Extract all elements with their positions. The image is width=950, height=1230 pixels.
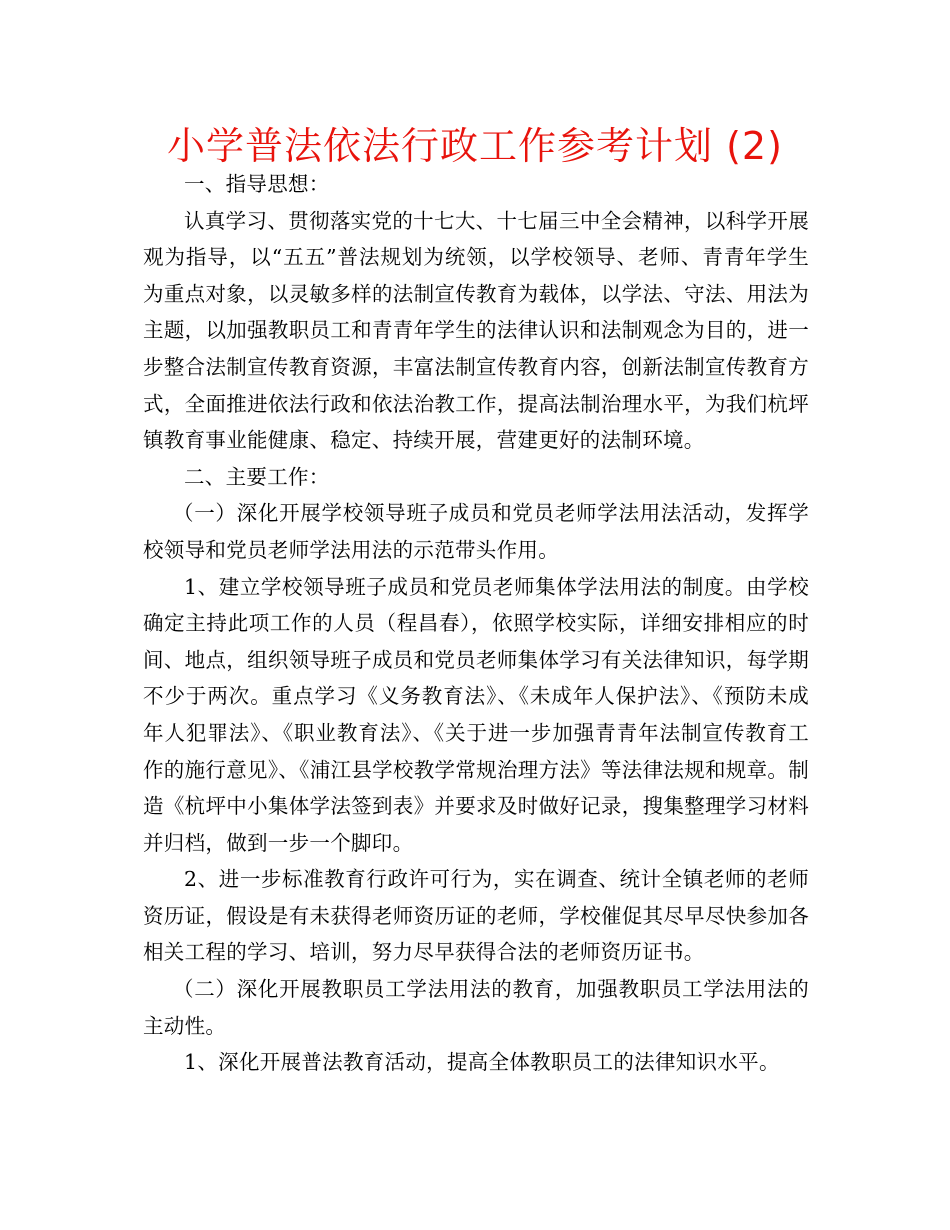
paragraph-item-1-1: 1、建立学校领导班子成员和党员老师集体学法用法的制度。由学校确定主持此项工作的人员（程昌春），依照学校实际，详细安排相应的时间、地点，组织领导班子成员和党员老师集体学习有关法律知识，每学期不少于两次。重点学习《义务教育法》、《未成年人保护法》、《预防未成年人犯罪法》、《职业教育法》、《关于进一步加强青青年法制宣传教育工作的施行意见》、《浦江县学校教学常规治理方法》等法律法规和规章。制造《杭坪中小集体学法签到表》并要求及时做好记录，搜集整理学习材料并归档，做到一步一个脚印。 (143, 574, 809, 855)
paragraph-guiding-thought: 认真学习、贯彻落实党的十七大、十七届三中全会精神，以科学开展观为指导，以“五五”普法规划为统领，以学校领导、老师、青青年学生为重点对象，以灵敏多样的法制宣传教育为载体，以学法、守法、用法为主题，以加强教职员工和青青年学生的法律认识和法制观念为目的，进一步整合法制宣传教育资源，丰富法制宣传教育内容，创新法制宣传教育方式，全面推进依法行政和依法治教工作，提高法制治理水平，为我们杭坪镇教育事业能健康、稳定、持续开展，营建更好的法制环境。 (143, 208, 809, 453)
paragraph-subsection-1: （一）深化开展学校领导班子成员和党员老师学法用法活动，发挥学校领导和党员老师学法用法的示范带头作用。 (143, 501, 809, 562)
paragraph-item-1-2: 2、进一步标准教育行政许可行为，实在调查、统计全镇老师的老师资历证，假设是有未获得老师资历证的老师，学校催促其尽早尽快参加各相关工程的学习、培训，努力尽早获得合法的老师资历证书。 (143, 867, 809, 965)
paragraph-subsection-2: （二）深化开展教职员工学法用法的教育，加强教职员工学法用法的主动性。 (143, 977, 809, 1038)
document-title: 小学普法依法行政工作参考计划 (2) (167, 124, 783, 168)
section-heading-main-work: 二、主要工作： (184, 464, 330, 489)
paragraph-item-2-1: 1、深化开展普法教育活动，提高全体教职员工的法律知识水平。 (184, 1050, 780, 1075)
section-heading-guiding-thought: 一、指导思想： (184, 172, 330, 196)
document-body (143, 166, 809, 1081)
